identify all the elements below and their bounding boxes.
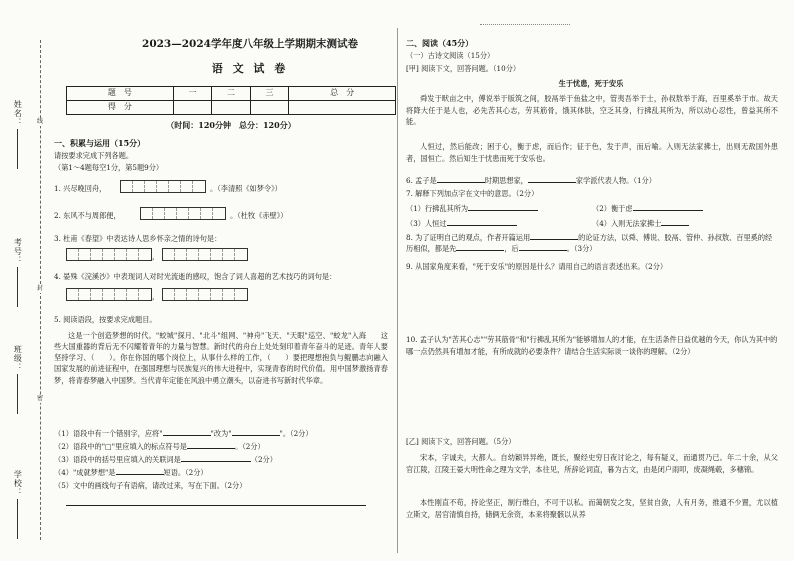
- q3-answer-grid-1[interactable]: [66, 248, 152, 261]
- q4-comma: ，: [152, 292, 160, 301]
- exam-subject: 语 文 试 卷: [211, 62, 289, 75]
- left-column: [52, 0, 392, 561]
- score-table-header-row: [67, 87, 396, 101]
- section2-title: 二、阅读（45分）: [406, 38, 474, 48]
- score-cell: [212, 101, 250, 115]
- q5-3: （3）语段中的括号里应填入的关联词是 （2分）: [54, 455, 277, 464]
- class-label: 班级：: [13, 345, 23, 372]
- section1-title: 一、积累与运用（15分）: [54, 138, 146, 148]
- q1-source: 。（李清照《如梦令》）: [210, 184, 282, 193]
- q3-answer-grid-2[interactable]: [162, 248, 248, 261]
- binding-strip: [0, 0, 48, 561]
- exam-title: 2023—2024学年度八年级上学期期末测试卷: [142, 38, 358, 50]
- q2-source: 。（杜牧《赤壁》）: [230, 211, 288, 220]
- exam-id-label: 考号：: [13, 238, 23, 265]
- q5-1: （1）语段中有一个错别字，应将" "改为" "。（2分）: [54, 429, 313, 438]
- score-cell: 总 分: [289, 87, 396, 101]
- binding-mark-seal: 封: [37, 285, 44, 292]
- column-divider: [397, 28, 398, 553]
- right-column: [404, 0, 784, 561]
- q10: 10. 孟子认为"苦其心志""劳其筋骨"和"行拂乱其所为"能够增加人的才能，在生活条件日益优越的今天，你认为其中的哪一点仍然具有增加才能，有所成就的必要条件？请结合生活实际谈一谈你的理解。（2分）: [406, 335, 778, 356]
- q5-title: 5. 阅读语段，按要求完成题目。: [54, 315, 157, 324]
- score-cell: 一: [173, 87, 211, 101]
- section1-intro: 请按要求完成下列各题。: [54, 151, 134, 160]
- score-cell: 题 号: [67, 87, 174, 101]
- score-table-score-row: [67, 101, 396, 115]
- q7-3: （3）人恒过: [406, 219, 742, 228]
- score-table: [66, 86, 396, 115]
- section1-note: （第1～4题每空1分，第5题9分）: [54, 163, 164, 172]
- score-cell: 得 分: [67, 101, 174, 115]
- article-title: 生于忧患，死于安乐: [558, 79, 624, 88]
- score-cell: [173, 101, 211, 115]
- binding-mark-secret: 密: [37, 395, 44, 402]
- q7-2: （2）衡于虑: [592, 204, 772, 213]
- subsection-classical: （一）古诗文阅读（15分）: [406, 51, 495, 60]
- q5-2: （2）语段中的"□"里应填入的标点符号是 。（2分）: [54, 442, 265, 451]
- q4-text: 4. 晏殊《浣溪沙》中表现词人对时光流逝的感叹，饱含了词人喜超的艺术技巧的词句是：: [54, 272, 337, 281]
- q1-prefix: 1. 兴尽晚回舟，: [54, 184, 107, 193]
- passage-jia-label: [甲] 阅读下文，回答问题。（10分）: [406, 64, 521, 73]
- school-label: 学校：: [13, 470, 23, 497]
- q5-4: （4）"成就梦想"是 短语。（2分）: [54, 468, 208, 477]
- score-cell: 二: [212, 87, 250, 101]
- exam-id-field: [12, 238, 22, 307]
- binding-mark-line: 线: [37, 118, 44, 125]
- class-field: [12, 345, 22, 414]
- passage-yi-paragraph-1: 宋本，字诚夫，大都人。自幼颖异异绝，既长，聚经史穷日夜讨论之，每有疑义，而通贯乃已。年二十余，从父官江陵，江陵王晏大明性命之理为文学，本往见，所辞论词直，暮为古文，由是闭户雨叩，废凝绳毂，多穗锦。: [406, 453, 778, 474]
- article-paragraph-1: 舜发于畎亩之中，傅说举于版筑之间，胶鬲举于鱼盐之中，管夷吾举于士，孙叔敖举于海，百里奚举于市。故天将降大任于是人也，必先苦其心志，劳其筋骨，饿其体肤，空乏其身，行拂乱其所为，所以动心忍性，曾益其所不能。: [406, 94, 778, 127]
- q1-answer-grid[interactable]: [120, 180, 206, 193]
- q5-passage: 这是一个创造梦想的时代。"蛟城"探月、"北斗"组网、"神舟"飞天、"天眼"巡空、"蛟龙"入海 这些大国重器的背后无不闪耀着青年的力量与智慧。新时代的舟台上处处刻印着青年奋斗的足迹。青年人要坚持学习、（ ）。你在你国的哪个岗位上，从事什么样的工作，（ ）要把理想抱负与鲲鹏志向融入国家发展的前进征程中，在强国理想与民族复兴的伟大进程中，实现青春的时代价值。用中国梦激扬青春梦，将青春梦融入中国梦。当代青年定能在风浪中勇立潮头，以奋进书写新时代华章。: [54, 331, 388, 385]
- q8: 8. 为了证明自己的观点，作者开篇运用 的论证方法，以舜、傅说、胶鬲、管仲、孙叔敖、百里奚的经历相似，都是先 ，后 。（3分）: [406, 233, 773, 254]
- q7-4: （4）入则无法家拂士: [592, 219, 772, 228]
- passage-yi-label: [乙] 阅读下文，回答问题。（5分）: [406, 437, 516, 446]
- q7-1: （1）行拂乱其所为: [406, 204, 742, 213]
- q5-5: （5）文中的画线句子有语病，请改过来，写在下面。（2分）: [54, 481, 247, 490]
- passage-yi-paragraph-2: 本性刚直不苟，持论坚正，制行维白，不可干以私。而蔼朝发之发，坚贫自敛，人有月务，推通不少置，尤以植立斯文，居官清慎自持，储俩无余资，本来将聚骸以从养: [406, 498, 778, 519]
- q3-comma: ，: [152, 252, 160, 261]
- q4-answer-grid-1[interactable]: [66, 288, 152, 301]
- name-label: 姓名：: [13, 100, 23, 127]
- score-cell: [250, 101, 288, 115]
- q2-prefix: 2. 东风不与周郎便，: [54, 211, 121, 220]
- school-field: [12, 470, 22, 539]
- name-field: [12, 100, 22, 169]
- q4-answer-grid-2[interactable]: [162, 288, 248, 301]
- article-paragraph-2: 人恒过，然后能改；困于心，衡于虑，而后作；征于色，发于声，而后喻。入则无法家拂士，出则无敌国外患者，国恒亡。然后知生于忧患而死于安乐也。: [406, 142, 778, 163]
- q2-answer-grid[interactable]: [140, 207, 226, 220]
- score-cell: [289, 101, 396, 115]
- q7-title: 7. 解释下列加点字在文中的意思。（2分）: [406, 189, 539, 198]
- q5-5-answer-line[interactable]: [66, 505, 366, 506]
- score-cell: 三: [250, 87, 288, 101]
- q9: 9. 从国家角度来看，"死于安乐"的原因是什么？请用自己的语言表述出来。（2分）: [406, 262, 668, 271]
- time-info: （时间：120分钟 总分：120分）: [166, 120, 296, 130]
- q3-text: 3. 杜甫《春望》中表达诗人思乡怀亲之情的诗句是：: [54, 234, 222, 243]
- q6: 6. 孟子是 时期思想家， 家学派代表人物。（1分）: [406, 176, 656, 185]
